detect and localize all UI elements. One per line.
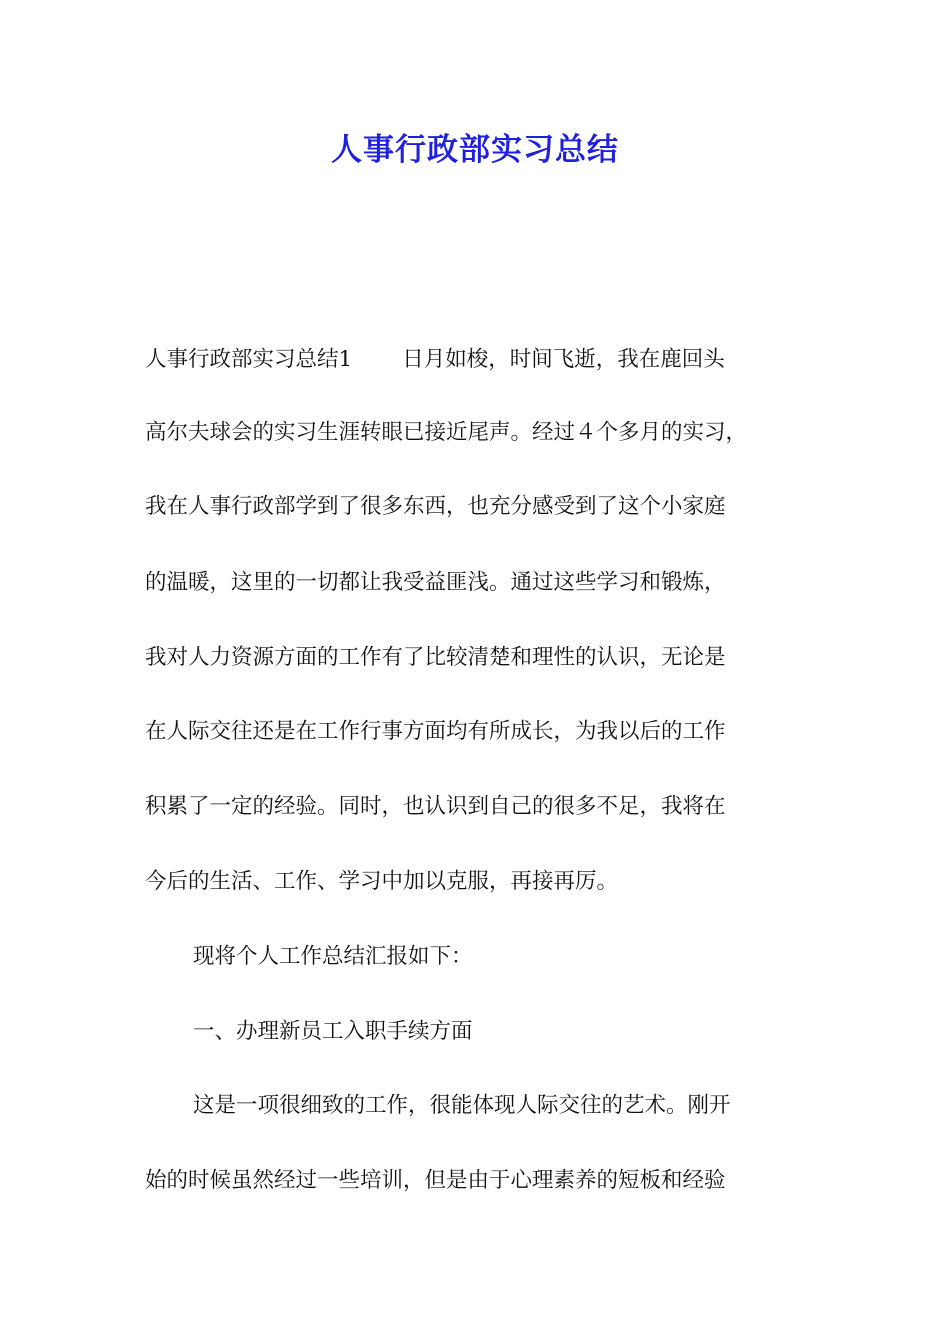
- paragraph-line: 这是一项很细致的工作，很能体现人际交往的艺术。刚开: [193, 1093, 731, 1118]
- paragraph-line: 今后的生活、工作、学习中加以克服，再接再厉。: [145, 869, 619, 894]
- intro-text: 日月如梭，时间飞逝，我在鹿回头: [402, 347, 725, 372]
- paragraph-line: 我在人事行政部学到了很多东西，也充分感受到了这个小家庭: [145, 494, 726, 519]
- paragraph-line: 积累了一定的经验。同时，也认识到自己的很多不足，我将在: [145, 794, 726, 819]
- intro-heading: 人事行政部实习总结1: [145, 347, 353, 372]
- paragraph-line: 始的时候虽然经过一些培训，但是由于心理素养的短板和经验: [145, 1168, 726, 1193]
- paragraph-line: 的温暖，这里的一切都让我受益匪浅。通过这些学习和锻炼，: [145, 570, 726, 595]
- section-heading: 一、办理新员工入职手续方面: [193, 1019, 473, 1044]
- paragraph-line: 在人际交往还是在工作行事方面均有所成长，为我以后的工作: [145, 719, 726, 744]
- document-title: 人事行政部实习总结: [331, 132, 619, 168]
- paragraph-line: 现将个人工作总结汇报如下：: [193, 944, 473, 969]
- paragraph-line: 我对人力资源方面的工作有了比较清楚和理性的认识，无论是: [145, 645, 726, 670]
- paragraph-line: 高尔夫球会的实习生涯转眼已接近尾声。经过４个多月的实习，: [145, 420, 748, 445]
- paragraph-line: [145, 340, 815, 380]
